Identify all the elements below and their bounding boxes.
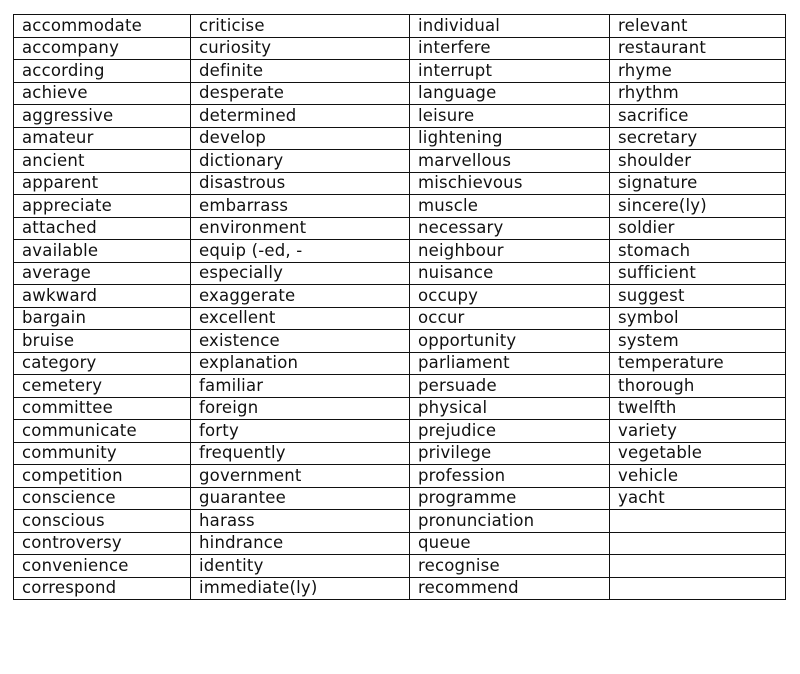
- word-cell: occupy: [410, 285, 610, 308]
- word-cell: yacht: [610, 487, 786, 510]
- word-cell: muscle: [410, 195, 610, 218]
- word-cell: amateur: [14, 127, 191, 150]
- word-cell: communicate: [14, 420, 191, 443]
- word-cell: ancient: [14, 150, 191, 173]
- word-cell: cemetery: [14, 375, 191, 398]
- word-cell: attached: [14, 217, 191, 240]
- table-row: [14, 420, 786, 443]
- word-cell: language: [410, 82, 610, 105]
- word-cell: achieve: [14, 82, 191, 105]
- table-row: [14, 442, 786, 465]
- word-cell: controversy: [14, 532, 191, 555]
- table-row: [14, 285, 786, 308]
- table-row: [14, 487, 786, 510]
- word-cell: secretary: [610, 127, 786, 150]
- word-cell: persuade: [410, 375, 610, 398]
- word-cell: criticise: [191, 15, 410, 38]
- word-cell: awkward: [14, 285, 191, 308]
- word-cell: [610, 555, 786, 578]
- table-row: [14, 307, 786, 330]
- word-cell: bruise: [14, 330, 191, 353]
- word-cell: symbol: [610, 307, 786, 330]
- table-row: [14, 127, 786, 150]
- word-cell: privilege: [410, 442, 610, 465]
- table-row: [14, 352, 786, 375]
- word-cell: guarantee: [191, 487, 410, 510]
- table-row: [14, 150, 786, 173]
- word-cell: foreign: [191, 397, 410, 420]
- word-cell: physical: [410, 397, 610, 420]
- word-cell: convenience: [14, 555, 191, 578]
- word-cell: curiosity: [191, 37, 410, 60]
- table-row: [14, 397, 786, 420]
- table-row: [14, 510, 786, 533]
- word-cell: sufficient: [610, 262, 786, 285]
- word-cell: vehicle: [610, 465, 786, 488]
- word-cell: prejudice: [410, 420, 610, 443]
- word-cell: available: [14, 240, 191, 263]
- word-cell: frequently: [191, 442, 410, 465]
- table-row: [14, 217, 786, 240]
- word-cell: hindrance: [191, 532, 410, 555]
- word-cell: disastrous: [191, 172, 410, 195]
- word-cell: immediate(ly): [191, 577, 410, 600]
- table-row: [14, 15, 786, 38]
- word-cell: exaggerate: [191, 285, 410, 308]
- word-cell: programme: [410, 487, 610, 510]
- word-cell: category: [14, 352, 191, 375]
- word-cell: sacrifice: [610, 105, 786, 128]
- word-cell: conscience: [14, 487, 191, 510]
- table-row: [14, 60, 786, 83]
- spelling-word-table: [13, 14, 786, 600]
- word-cell: recognise: [410, 555, 610, 578]
- word-cell: apparent: [14, 172, 191, 195]
- word-cell: interrupt: [410, 60, 610, 83]
- word-cell: bargain: [14, 307, 191, 330]
- word-cell: community: [14, 442, 191, 465]
- word-cell: pronunciation: [410, 510, 610, 533]
- table-row: [14, 240, 786, 263]
- word-cell: rhyme: [610, 60, 786, 83]
- word-cell: restaurant: [610, 37, 786, 60]
- word-cell: [610, 510, 786, 533]
- word-cell: recommend: [410, 577, 610, 600]
- table-row: [14, 172, 786, 195]
- word-cell: lightening: [410, 127, 610, 150]
- word-cell: signature: [610, 172, 786, 195]
- word-cell: correspond: [14, 577, 191, 600]
- table-row: [14, 330, 786, 353]
- word-cell: twelfth: [610, 397, 786, 420]
- word-cell: embarrass: [191, 195, 410, 218]
- word-cell: harass: [191, 510, 410, 533]
- word-cell: opportunity: [410, 330, 610, 353]
- word-cell: rhythm: [610, 82, 786, 105]
- word-cell: explanation: [191, 352, 410, 375]
- word-cell: necessary: [410, 217, 610, 240]
- word-table-body: [14, 15, 786, 600]
- word-cell: conscious: [14, 510, 191, 533]
- word-cell: familiar: [191, 375, 410, 398]
- word-cell: especially: [191, 262, 410, 285]
- word-cell: individual: [410, 15, 610, 38]
- word-cell: equip (-ed, -: [191, 240, 410, 263]
- table-row: [14, 262, 786, 285]
- word-cell: leisure: [410, 105, 610, 128]
- word-cell: definite: [191, 60, 410, 83]
- word-cell: average: [14, 262, 191, 285]
- word-cell: appreciate: [14, 195, 191, 218]
- word-cell: parliament: [410, 352, 610, 375]
- word-cell: sincere(ly): [610, 195, 786, 218]
- word-cell: existence: [191, 330, 410, 353]
- word-cell: interfere: [410, 37, 610, 60]
- word-cell: forty: [191, 420, 410, 443]
- word-cell: suggest: [610, 285, 786, 308]
- table-row: [14, 532, 786, 555]
- word-cell: neighbour: [410, 240, 610, 263]
- word-cell: temperature: [610, 352, 786, 375]
- word-cell: environment: [191, 217, 410, 240]
- table-row: [14, 555, 786, 578]
- word-cell: excellent: [191, 307, 410, 330]
- word-cell: system: [610, 330, 786, 353]
- word-cell: marvellous: [410, 150, 610, 173]
- word-cell: variety: [610, 420, 786, 443]
- word-cell: thorough: [610, 375, 786, 398]
- word-cell: vegetable: [610, 442, 786, 465]
- word-cell: according: [14, 60, 191, 83]
- table-row: [14, 37, 786, 60]
- word-cell: desperate: [191, 82, 410, 105]
- word-cell: [610, 577, 786, 600]
- word-cell: government: [191, 465, 410, 488]
- word-cell: determined: [191, 105, 410, 128]
- word-cell: accommodate: [14, 15, 191, 38]
- word-cell: dictionary: [191, 150, 410, 173]
- table-row: [14, 195, 786, 218]
- word-cell: mischievous: [410, 172, 610, 195]
- table-row: [14, 577, 786, 600]
- word-cell: aggressive: [14, 105, 191, 128]
- word-cell: occur: [410, 307, 610, 330]
- word-cell: nuisance: [410, 262, 610, 285]
- word-cell: develop: [191, 127, 410, 150]
- word-cell: [610, 532, 786, 555]
- table-row: [14, 105, 786, 128]
- table-row: [14, 465, 786, 488]
- word-cell: stomach: [610, 240, 786, 263]
- word-cell: shoulder: [610, 150, 786, 173]
- word-cell: relevant: [610, 15, 786, 38]
- table-row: [14, 375, 786, 398]
- word-cell: soldier: [610, 217, 786, 240]
- word-cell: competition: [14, 465, 191, 488]
- word-cell: committee: [14, 397, 191, 420]
- word-cell: accompany: [14, 37, 191, 60]
- table-row: [14, 82, 786, 105]
- word-cell: identity: [191, 555, 410, 578]
- word-cell: queue: [410, 532, 610, 555]
- word-cell: profession: [410, 465, 610, 488]
